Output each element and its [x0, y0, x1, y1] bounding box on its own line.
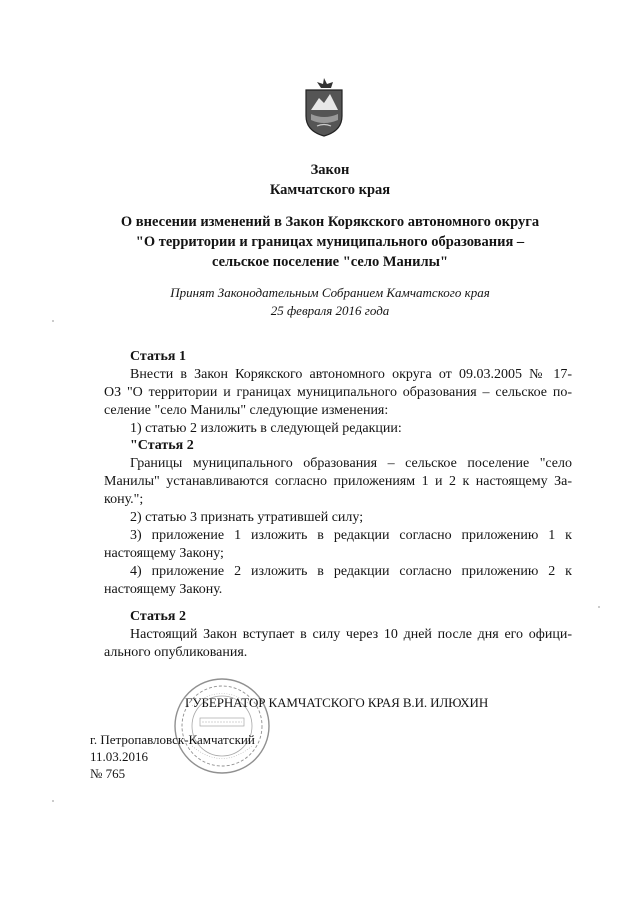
article-2-text-line: ального опубликования. — [104, 645, 248, 660]
quoted-text-line: кону."; — [104, 492, 144, 507]
title-line-2: Камчатского края — [269, 182, 391, 198]
subject-line-2: "О территории и границах муниципального образования – — [135, 234, 525, 250]
law-subject — [60, 212, 600, 272]
signing-place: г. Петропавловск-Камчатский — [90, 732, 255, 747]
title-line-1: Закон — [310, 162, 350, 178]
law-title — [60, 160, 600, 200]
article-2-heading: Статья 2 — [130, 609, 186, 624]
article-1-text-line: селение "село Манилы" следующие изменения: — [104, 403, 389, 418]
article-1-text-line: ОЗ "О территории и границах муниципального образования – сельское по- — [104, 385, 572, 400]
official-seal-stamp — [172, 676, 272, 776]
signing-date: 11.03.2016 — [90, 749, 149, 764]
amendment-item-4-cont: настоящему Закону. — [104, 582, 223, 597]
quoted-text-line: Манилы" устанавливаются согласно приложениям 1 и 2 к настоящему За- — [104, 474, 572, 489]
amendment-item-3: 3) приложение 1 изложить в редакции согласно приложению 1 к — [130, 528, 572, 543]
adoption-line-1: Принят Законодательным Собранием Камчатского края — [170, 285, 490, 300]
adoption-date: 25 февраля 2016 года — [270, 303, 390, 318]
subject-line-1: О внесении изменений в Закон Корякского автономного округа — [120, 214, 540, 230]
quoted-article-heading: "Статья 2 — [130, 438, 194, 453]
adoption-note — [60, 284, 600, 320]
amendment-item-1: 1) статью 2 изложить в следующей редакции: — [130, 421, 402, 436]
amendment-item-4: 4) приложение 2 изложить в редакции согласно приложению 2 к — [130, 564, 572, 579]
scan-speck — [598, 606, 600, 608]
subject-line-3: сельское поселение "село Манилы" — [211, 254, 448, 270]
coat-of-arms-emblem — [303, 76, 345, 138]
amendment-item-2: 2) статью 3 признать утратившей силу; — [130, 510, 364, 525]
law-number: № 765 — [90, 766, 126, 781]
article-2-text-line: Настоящий Закон вступает в силу через 10 дней после дня его офици- — [130, 627, 572, 642]
scan-speck — [52, 800, 54, 802]
article-1-text-line: Внести в Закон Корякского автономного округа от 09.03.2005 № 17- — [130, 367, 572, 382]
article-1-heading: Статья 1 — [130, 349, 186, 364]
amendment-item-3-cont: настоящему Закону; — [104, 546, 224, 561]
governor-signature: ГУБЕРНАТОР КАМЧАТСКОГО КРАЯ В.И. ИЛЮХИН — [185, 695, 489, 710]
scan-speck — [52, 320, 54, 322]
quoted-text-line: Границы муниципального образования – сельское поселение "село — [130, 456, 572, 471]
